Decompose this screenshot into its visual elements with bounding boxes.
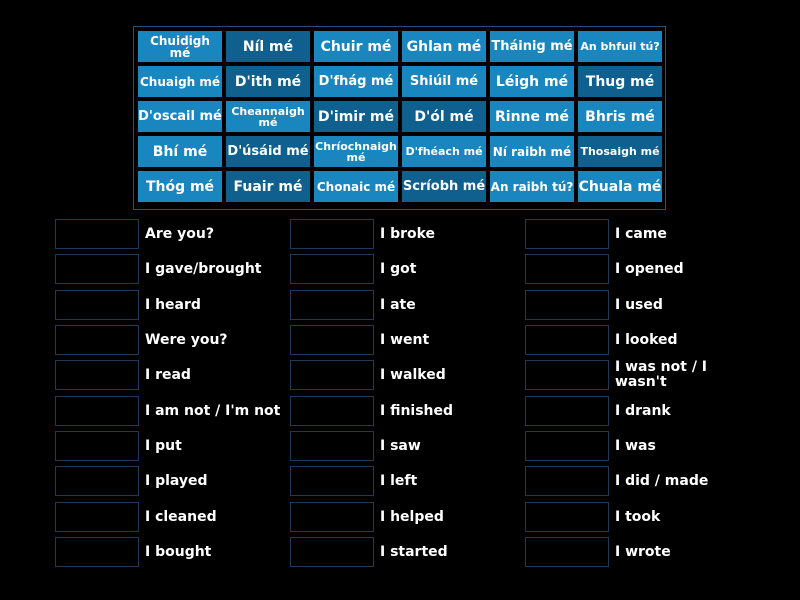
prompt-label: I went bbox=[380, 331, 430, 348]
match-row bbox=[525, 254, 760, 284]
answer-tile[interactable]: Chonaic mé bbox=[314, 171, 398, 202]
match-row bbox=[525, 290, 760, 320]
answer-tile[interactable]: D'oscail mé bbox=[138, 101, 222, 132]
answer-tile[interactable]: D'úsáid mé bbox=[226, 136, 310, 167]
prompt-label: I came bbox=[615, 225, 667, 242]
prompt-label: Were you? bbox=[145, 331, 228, 348]
match-row bbox=[290, 290, 525, 320]
match-row bbox=[55, 502, 290, 532]
answer-tile[interactable]: Ní raibh mé bbox=[490, 136, 574, 167]
match-row bbox=[55, 325, 290, 355]
prompt-label: I put bbox=[145, 437, 182, 454]
prompt-label: I helped bbox=[380, 508, 444, 525]
tile-bank bbox=[133, 26, 666, 210]
prompt-label: I drank bbox=[615, 402, 671, 419]
drop-box[interactable] bbox=[525, 431, 609, 461]
match-row bbox=[290, 219, 525, 249]
drop-box[interactable] bbox=[55, 502, 139, 532]
prompt-label: I wrote bbox=[615, 543, 671, 560]
drop-box[interactable] bbox=[290, 325, 374, 355]
match-row bbox=[525, 502, 760, 532]
answer-tile[interactable]: Níl mé bbox=[226, 31, 310, 62]
match-row bbox=[290, 254, 525, 284]
drop-box[interactable] bbox=[525, 254, 609, 284]
prompt-label: I saw bbox=[380, 437, 421, 454]
drop-box[interactable] bbox=[55, 431, 139, 461]
prompt-label: I broke bbox=[380, 225, 436, 242]
match-row bbox=[525, 219, 760, 249]
drop-box[interactable] bbox=[290, 360, 374, 390]
drop-box[interactable] bbox=[290, 254, 374, 284]
prompt-label: I took bbox=[615, 508, 661, 525]
answer-tile[interactable]: An bhfuil tú? bbox=[578, 31, 662, 62]
drop-box[interactable] bbox=[55, 537, 139, 567]
answer-tile[interactable]: D'imir mé bbox=[314, 101, 398, 132]
match-row bbox=[525, 360, 760, 390]
answer-tile[interactable]: Thosaigh mé bbox=[578, 136, 662, 167]
prompt-label: I walked bbox=[380, 366, 446, 383]
prompt-label: I heard bbox=[145, 296, 201, 313]
drop-box[interactable] bbox=[525, 537, 609, 567]
answer-tile[interactable]: D'ith mé bbox=[226, 66, 310, 97]
answer-tile[interactable]: Léigh mé bbox=[490, 66, 574, 97]
match-row bbox=[55, 290, 290, 320]
match-row bbox=[55, 219, 290, 249]
prompt-label: I bought bbox=[145, 543, 212, 560]
answer-tile[interactable]: Thóg mé bbox=[138, 171, 222, 202]
answer-tile[interactable]: D'fhéach mé bbox=[402, 136, 486, 167]
drop-box[interactable] bbox=[55, 325, 139, 355]
match-row bbox=[55, 360, 290, 390]
drop-box[interactable] bbox=[55, 254, 139, 284]
drop-box[interactable] bbox=[55, 219, 139, 249]
drop-box[interactable] bbox=[290, 290, 374, 320]
match-row bbox=[525, 466, 760, 496]
drop-box[interactable] bbox=[525, 466, 609, 496]
prompt-label: I used bbox=[615, 296, 663, 313]
prompt-label: Are you? bbox=[145, 225, 214, 242]
match-row bbox=[290, 325, 525, 355]
answer-tile[interactable]: Scríobh mé bbox=[402, 171, 486, 202]
match-row bbox=[290, 431, 525, 461]
answer-tile[interactable]: Chuala mé bbox=[578, 171, 662, 202]
answer-tile[interactable]: D'ól mé bbox=[402, 101, 486, 132]
prompt-label: I started bbox=[380, 543, 448, 560]
prompt-label: I was bbox=[615, 437, 656, 454]
answer-tile[interactable]: Cheannaigh mé bbox=[226, 101, 310, 132]
answer-tile[interactable]: Chríochnaigh mé bbox=[314, 136, 398, 167]
match-row bbox=[290, 360, 525, 390]
match-row bbox=[55, 431, 290, 461]
prompt-label: I cleaned bbox=[145, 508, 217, 525]
drop-box[interactable] bbox=[55, 360, 139, 390]
match-row bbox=[55, 537, 290, 567]
prompt-label: I finished bbox=[380, 402, 454, 419]
drop-box[interactable] bbox=[55, 466, 139, 496]
match-row bbox=[525, 537, 760, 567]
drop-box[interactable] bbox=[525, 502, 609, 532]
match-row bbox=[55, 254, 290, 284]
match-row bbox=[525, 396, 760, 426]
drop-box[interactable] bbox=[290, 396, 374, 426]
match-row bbox=[290, 466, 525, 496]
drop-box[interactable] bbox=[525, 360, 609, 390]
drop-box[interactable] bbox=[290, 537, 374, 567]
prompt-label: I looked bbox=[615, 331, 678, 348]
drop-box[interactable] bbox=[290, 466, 374, 496]
answer-tile[interactable]: Shiúil mé bbox=[402, 66, 486, 97]
prompt-label: I am not / I'm not bbox=[145, 402, 281, 419]
answer-tile[interactable]: Tháinig mé bbox=[490, 31, 574, 62]
drop-box[interactable] bbox=[55, 396, 139, 426]
match-row bbox=[290, 396, 525, 426]
prompt-label: I was not / I wasn't bbox=[615, 359, 708, 390]
answer-tile[interactable]: Thug mé bbox=[578, 66, 662, 97]
drop-box[interactable] bbox=[525, 396, 609, 426]
match-row bbox=[55, 466, 290, 496]
match-row bbox=[290, 537, 525, 567]
answer-tile[interactable]: Ghlan mé bbox=[402, 31, 486, 62]
match-row bbox=[525, 431, 760, 461]
drop-box[interactable] bbox=[290, 219, 374, 249]
drop-box[interactable] bbox=[525, 325, 609, 355]
answer-tile[interactable]: Chuaigh mé bbox=[138, 66, 222, 97]
drop-box[interactable] bbox=[525, 219, 609, 249]
prompt-label: I opened bbox=[615, 260, 684, 277]
answer-tile[interactable]: Bhris mé bbox=[578, 101, 662, 132]
answer-tile[interactable]: D'fhág mé bbox=[314, 66, 398, 97]
answer-tile[interactable]: Rinne mé bbox=[490, 101, 574, 132]
prompt-label: I read bbox=[145, 366, 191, 383]
drop-box[interactable] bbox=[290, 431, 374, 461]
drop-box[interactable] bbox=[525, 290, 609, 320]
answer-tile[interactable]: Fuair mé bbox=[226, 171, 310, 202]
match-row bbox=[55, 396, 290, 426]
match-row bbox=[290, 502, 525, 532]
prompt-label: I left bbox=[380, 472, 418, 489]
answer-tile[interactable]: Chuir mé bbox=[314, 31, 398, 62]
answer-tile[interactable]: Bhí mé bbox=[138, 136, 222, 167]
prompt-label: I did / made bbox=[615, 472, 709, 489]
prompt-label: I gave/brought bbox=[145, 260, 262, 277]
prompt-label: I ate bbox=[380, 296, 416, 313]
drop-box[interactable] bbox=[55, 290, 139, 320]
match-row bbox=[525, 325, 760, 355]
drop-box[interactable] bbox=[290, 502, 374, 532]
prompt-label: I played bbox=[145, 472, 208, 489]
answer-tile[interactable]: Chuidigh mé bbox=[138, 31, 222, 62]
prompt-label: I got bbox=[380, 260, 417, 277]
answer-tile[interactable]: An raibh tú? bbox=[490, 171, 574, 202]
